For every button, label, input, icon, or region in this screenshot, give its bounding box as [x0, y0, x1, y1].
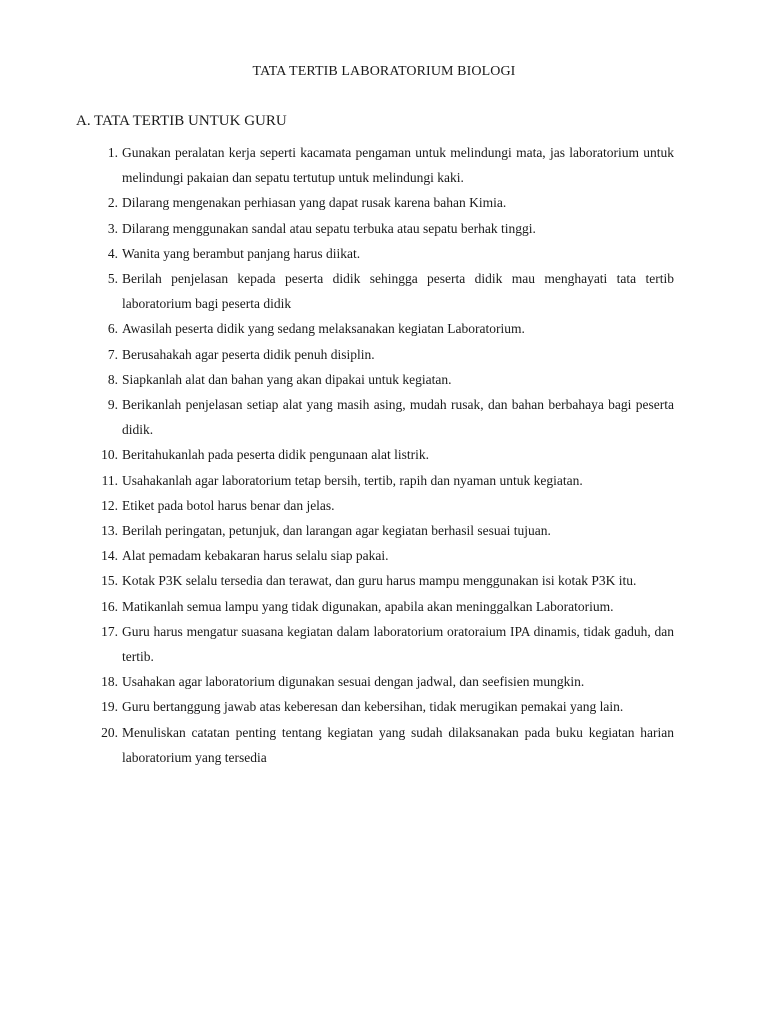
- rule-text: Dilarang mengenakan perhiasan yang dapat rusak karena bahan Kimia.: [122, 195, 507, 211]
- rule-number: 6.: [107, 321, 118, 337]
- rule-number: 5.: [107, 271, 118, 287]
- rule-number: 18.: [101, 674, 118, 690]
- rule-number: 13.: [101, 523, 118, 539]
- rule-number: 4.: [107, 245, 118, 261]
- rule-number: 11.: [101, 472, 118, 488]
- rule-number: 2.: [107, 195, 118, 211]
- rule-number: 9.: [107, 397, 118, 413]
- rule-text: Etiket pada botol harus benar dan jelas.: [122, 497, 335, 513]
- rule-number: 19.: [101, 699, 118, 715]
- rule-item: [94, 568, 674, 593]
- rule-text: Menuliskan catatan penting tentang kegiatan yang sudah dilaksanakan pada buku kegiatan harian laboratorium yang tersedia: [122, 724, 674, 765]
- rule-text: Beritahukanlah pada peserta didik pengunaan alat listrik.: [122, 447, 430, 463]
- rules-list: [94, 140, 674, 770]
- rule-item: [94, 241, 674, 266]
- rule-text: Berusahakah agar peserta didik penuh disiplin.: [122, 346, 375, 362]
- rule-text: Berilah penjelasan kepada peserta didik sehingga peserta didik mau menghayati tata tertib laboratorium bagi peserta didik: [122, 271, 674, 312]
- rule-item: [94, 594, 674, 619]
- rule-number: 8.: [107, 371, 118, 387]
- rule-item: [94, 342, 674, 367]
- rule-item: [94, 216, 674, 241]
- rule-text: Usahakanlah agar laboratorium tetap bersih, tertib, rapih dan nyaman untuk kegiatan.: [122, 472, 583, 488]
- rule-text: Gunakan peralatan kerja seperti kacamata pengaman untuk melindungi mata, jas laboratorium untuk melindungi pakaian dan sepatu tertutup untuk melindungi kaki.: [122, 145, 674, 186]
- section-heading: A. TATA TERTIB UNTUK GURU: [76, 113, 287, 129]
- rule-number: 20.: [101, 724, 118, 740]
- rule-text: Alat pemadam kebakaran harus selalu siap pakai.: [122, 548, 389, 564]
- rule-number: 12.: [101, 497, 118, 513]
- rule-text: Usahakan agar laboratorium digunakan sesuai dengan jadwal, dan seefisien mungkin.: [122, 674, 585, 690]
- rule-item: [94, 669, 674, 694]
- rule-number: 16.: [101, 598, 118, 614]
- rule-item: [94, 543, 674, 568]
- rule-text: Matikanlah semua lampu yang tidak digunakan, apabila akan meninggalkan Laboratorium.: [122, 598, 614, 614]
- rule-item: [94, 140, 674, 190]
- rule-item: [94, 316, 674, 341]
- rule-number: 1.: [107, 145, 118, 160]
- rule-text: Berilah peringatan, petunjuk, dan larangan agar kegiatan berhasil sesuai tujuan.: [122, 523, 551, 539]
- rule-number: 3.: [107, 220, 118, 236]
- rule-text: Guru harus mengatur suasana kegiatan dalam laboratorium oratoraium IPA dinamis, tidak gaduh, dan tertib.: [122, 623, 674, 665]
- rule-number: 7.: [107, 346, 118, 362]
- rule-item: [94, 493, 674, 518]
- document-title: TATA TERTIB LABORATORIUM BIOLOGI: [252, 64, 516, 79]
- rule-item: [94, 468, 674, 493]
- rule-item: [94, 442, 674, 467]
- rule-item: [94, 720, 674, 770]
- rule-text: Siapkanlah alat dan bahan yang akan dipakai untuk kegiatan.: [122, 371, 452, 387]
- rule-text: Berikanlah penjelasan setiap alat yang masih asing, mudah rusak, dan bahan berbahaya bagi peserta didik.: [122, 397, 674, 438]
- rule-text: Awasilah peserta didik yang sedang melaksanakan kegiatan Laboratorium.: [122, 321, 525, 337]
- rule-number: 15.: [101, 573, 118, 589]
- rule-item: [94, 367, 674, 392]
- rule-text: Wanita yang berambut panjang harus diikat.: [122, 245, 361, 261]
- rule-item: [94, 392, 674, 442]
- rule-number: 17.: [101, 623, 118, 639]
- rule-number: 10.: [101, 447, 118, 463]
- rule-text: Kotak P3K selalu tersedia dan terawat, dan guru harus mampu menggunakan isi kotak P3K itu.: [122, 573, 637, 589]
- rule-item: [94, 619, 674, 669]
- rule-item: [94, 694, 674, 719]
- rule-item: [94, 190, 674, 215]
- rule-item: [94, 518, 674, 543]
- rule-text: Guru bertanggung jawab atas keberesan dan kebersihan, tidak merugikan pemakai yang lain.: [122, 699, 624, 715]
- rule-number: 14.: [101, 548, 118, 564]
- rule-text: Dilarang menggunakan sandal atau sepatu terbuka atau sepatu berhak tinggi.: [122, 220, 536, 236]
- rule-item: [94, 266, 674, 316]
